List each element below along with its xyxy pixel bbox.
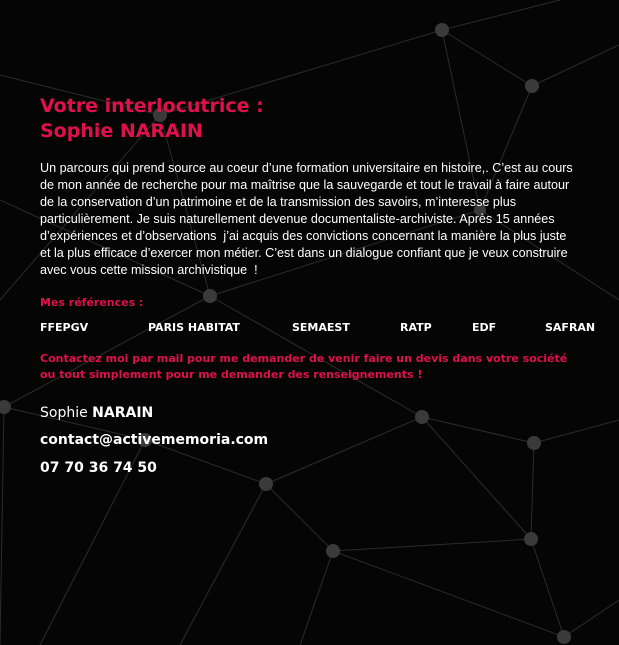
bio-paragraph: Un parcours qui prend source au coeur d’une formation universitaire en histoire,. C’est au cours de mon année de recherche pour ma maîtrise que la sauvegarde et tout le travail à faire autour de la conservation d’un patrimoine et de la transmission des savoirs, m’interesse plus particulièrement. Je suis naturellement devenue documentaliste-archiviste. Après 15 années d’expériences et d’observations j’ai acquis des convictions concernant la manière la plus juste et la plus efficace d’exercer mon métier. C’est dans un dialogue confiant que je veux construire avec vous cette mission archivistique ! <box>40 161 573 277</box>
heading-line-1: Votre interlocutrice : <box>40 95 264 117</box>
contact-note-line-1: Contactez moi par mail pour me demander de venir faire un devis dans votre société <box>40 352 568 365</box>
heading <box>40 94 610 144</box>
reference-item: FFEPGV <box>40 321 89 334</box>
reference-item: RATP <box>400 321 432 334</box>
signature-first-name: Sophie <box>40 405 88 421</box>
reference-item: PARIS HABITAT <box>148 321 240 334</box>
contact-section <box>40 94 610 476</box>
contact-note <box>40 351 610 383</box>
signature-last-name: NARAIN <box>92 405 154 421</box>
references-label: Mes références : <box>40 296 144 309</box>
reference-item: SEMAEST <box>292 321 350 334</box>
heading-name: Sophie NARAIN <box>40 120 203 142</box>
signature-name <box>40 405 610 421</box>
reference-item: EDF <box>472 321 497 334</box>
references-list <box>40 321 610 337</box>
contact-note-line-2: ou tout simplement pour me demander des renseignements ! <box>40 368 423 381</box>
email-link[interactable]: contact@activememoria.com <box>40 432 269 448</box>
phone-number[interactable]: 07 70 36 74 50 <box>40 460 157 476</box>
reference-item: SAFRAN <box>545 321 596 334</box>
